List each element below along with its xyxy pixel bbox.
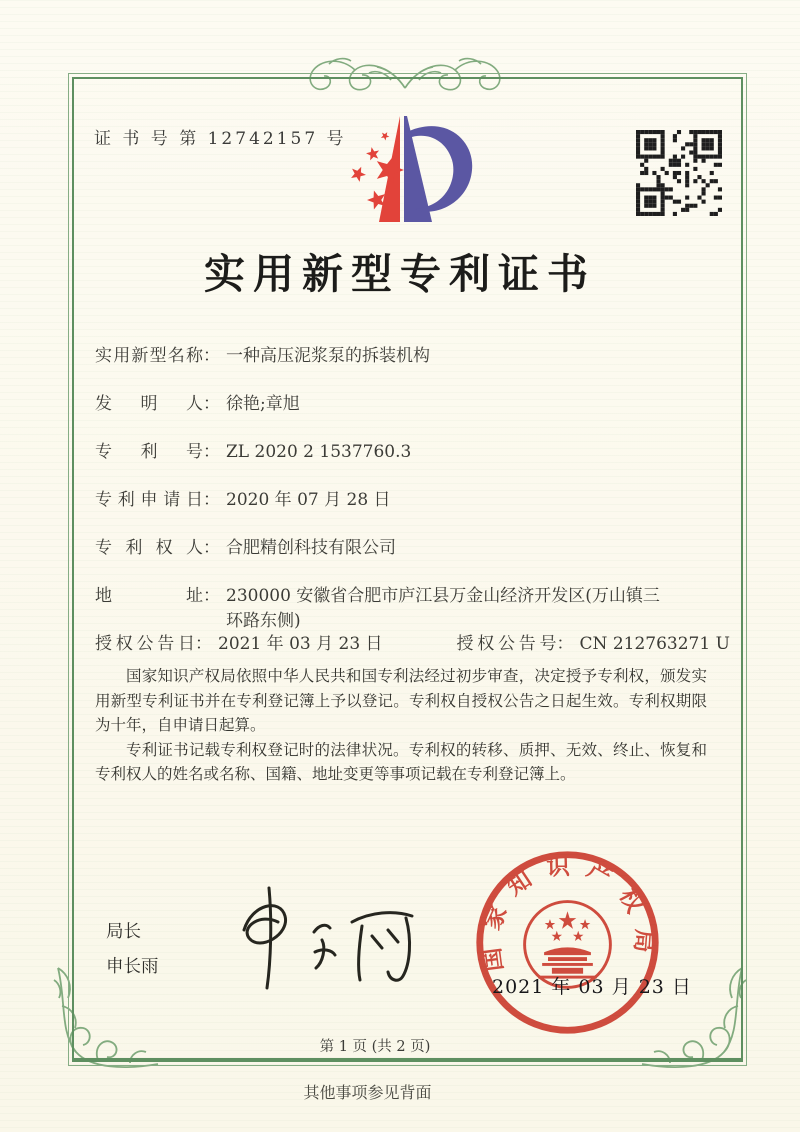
field-label: 专利权人 bbox=[95, 538, 203, 558]
legal-paragraph-2: 专利证书记载专利权登记时的法律状况。专利权的转移、质押、无效、终止、恢复和专利权人的姓名或名称、国籍、地址变更等事项记载在专利登记簿上。 bbox=[95, 740, 707, 783]
grant-date-label: 授权公告日 bbox=[95, 634, 195, 654]
patentee-value: 合肥精创科技有限公司 bbox=[226, 538, 396, 558]
cnipa-logo-icon bbox=[333, 110, 473, 230]
field-row-patentee: 专利权人 ： 合肥精创科技有限公司 bbox=[95, 536, 396, 561]
patent-name-value: 一种高压泥浆泵的拆装机构 bbox=[226, 346, 430, 366]
field-label: 发明人 bbox=[95, 394, 203, 414]
field-row-patent-number: 专利号 ： ZL 2020 2 1537760.3 bbox=[95, 440, 411, 465]
page-number: 第 1 页 (共 2 页) bbox=[319, 1039, 431, 1055]
seal-text: 国家知识产权局 bbox=[475, 851, 659, 974]
field-label: 实用新型名称 bbox=[95, 346, 203, 366]
legal-text bbox=[95, 664, 707, 787]
field-label: 地址 bbox=[95, 586, 203, 606]
director-block bbox=[106, 915, 159, 985]
filing-date-value: 2020 年 07 月 28 日 bbox=[226, 490, 391, 510]
field-row-inventor: 发明人 ： 徐艳;章旭 bbox=[95, 392, 300, 417]
legal-paragraph-1: 国家知识产权局依照中华人民共和国专利法经过初步审查，决定授予专利权，颁发实用新型专利证书并在专利登记簿上予以登记。专利权自授权公告之日起生效。专利权期限为十年，自申请日起算。 bbox=[95, 667, 707, 734]
field-row-grant: 授权公告日 ： 2021 年 03 月 23 日 授权公告号 ： CN 212763271 U bbox=[95, 632, 730, 657]
grant-date-value: 2021 年 03 月 23 日 bbox=[218, 634, 383, 654]
field-row-filing-date: 专利申请日 ： 2020 年 07 月 28 日 bbox=[95, 488, 391, 513]
inventor-value: 徐艳;章旭 bbox=[226, 394, 300, 414]
director-name: 申长雨 bbox=[106, 957, 159, 977]
field-label: 专利申请日 bbox=[95, 490, 203, 510]
director-title: 局长 bbox=[106, 922, 141, 942]
field-label: 专利号 bbox=[95, 442, 203, 462]
field-row-address: 地址 ： 230000 安徽省合肥市庐江县万金山经济开发区(万山镇三环路东侧) bbox=[95, 584, 666, 634]
patent-number-value: ZL 2020 2 1537760.3 bbox=[226, 442, 412, 462]
cnipa-seal bbox=[470, 845, 665, 1040]
certificate-title: 实用新型专利证书 bbox=[204, 250, 596, 298]
address-value: 230000 安徽省合肥市庐江县万金山经济开发区(万山镇三环路东侧) bbox=[226, 586, 660, 631]
director-signature bbox=[222, 882, 422, 994]
seal-date: 2021 年 03 月 23 日 bbox=[492, 976, 692, 998]
qr-code bbox=[636, 130, 722, 216]
grant-number-label: 授权公告号 bbox=[456, 634, 557, 654]
back-side-note: 其他事项参见背面 bbox=[303, 1083, 432, 1102]
field-row-name: 实用新型名称 ： 一种高压泥浆泵的拆装机构 bbox=[95, 344, 430, 369]
certificate-number: 证 书 号 第 12742157 号 bbox=[94, 129, 347, 149]
grant-number-value: CN 212763271 U bbox=[579, 634, 730, 654]
